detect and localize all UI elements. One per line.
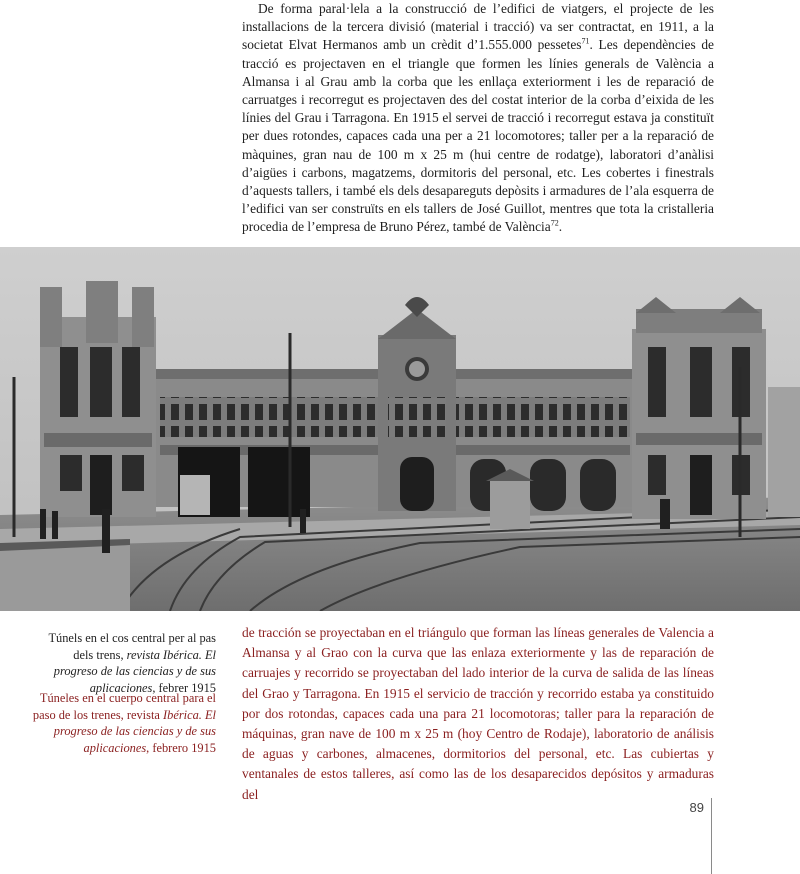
caption-catalan-text: Túnels en el cos central per al pas dels trens, (48, 631, 216, 662)
caption-spanish-date: , febrero 1915 (146, 740, 216, 755)
footnote-ref-71[interactable]: 71 (581, 36, 590, 46)
caption-catalan-date: , febrer 1915 (152, 680, 216, 695)
catalan-paragraph-part1: De forma paral·lela a la construcció de l’edifici de viatgers, el projecte de les installacions de la tercera divisió (material i tracció) va ser contractat, en 1911, a la societat Elvat Hermanos amb un crèdit d’1.555.000 pessetes (242, 1, 714, 53)
spanish-paragraph: de tracción se proyectaban en el triángulo que forman las líneas generales de Valencia a Almansa y al Grao con la curva que las enlaza exteriormente y las de reparación de carruajes y recorrido se proyectaban del lado interior de la curva de salida de las líneas del Grao y Tarragona. En 1915 el servicio de tracción y recorrido estaba ya constituido por dos rotondas, capaces cada una para 21 locomotoras; taller para la reparación de máquinas, gran nave de 100 m x 25 m (hoy Centro de Rodaje), laboratorio de análisis de aguas y carbones, almacenes, dormitorios del personal, etc. Las cubiertas y ventanales de estos talleres, así como las de los desaparecidos depósitos y armaduras del (242, 625, 714, 802)
caption-catalan (30, 630, 216, 696)
catalan-paragraph-part2: . Les dependències de tracció es projectaven en el triangle que formen les línies generals de València a Almansa i al Grau amb la corba que les enllaça exteriorment i les de reparació de carruatges i recorregut es projectaven des del costat interior de la corba d’eixida de les línies del Grau i Tarragona. En 1915 el servei de tracció i recorregut estava ja constituït per dues rotondes, capaces cada una per a 21 locomotores; taller per a la reparació de màquines, gran nau de 100 m x 25 m (hui centre de rodatge), laboratori d’anàlisi d’aigües i carbons, magatzems, dormitoris del personal, etc. Les cobertes i finestrals d’aquests tallers, i també els dels desapareguts depòsits i armadures de l’ala esquerra de l’edifici van ser construïts en els tallers de José Guillot, mentres que tota la cristalleria procedia de l’empresa de Bruno Pérez, també de València (242, 37, 714, 235)
catalan-paragraph-part3: . (558, 219, 563, 235)
station-photo (0, 247, 800, 611)
caption-spanish-text: Túneles en el cuerpo central para el paso de los trenes, revista (32, 691, 216, 722)
caption-catalan-source: revista Ibérica. El progreso de las ciencias y de sus aplicaciones (53, 647, 216, 695)
catalan-paragraph (242, 0, 714, 237)
caption-spanish-source: Ibérica. El progreso de las ciencias y de sus aplicaciones (53, 707, 216, 755)
page-number-rule (711, 798, 712, 874)
caption-spanish (30, 690, 216, 756)
footnote-ref-72[interactable]: 72 (550, 218, 559, 228)
page-number: 89 (689, 800, 704, 815)
